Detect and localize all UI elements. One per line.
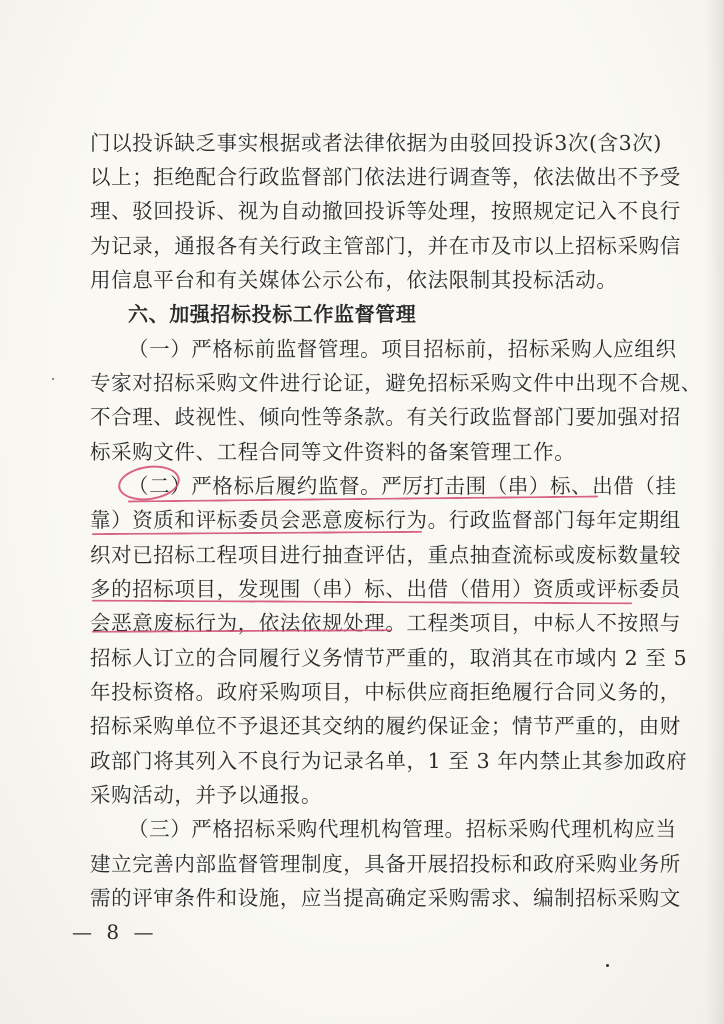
text-line: 标采购文件、工程合同等文件资料的备案管理工作。 [90, 440, 576, 464]
text-line: 年投标资格。政府采购项目，中标供应商拒绝履行合同义务的， [90, 680, 681, 704]
text-line: 为记录，通报各有关行政主管部门，并在市及市以上招标采购信 [90, 234, 681, 258]
text-line: 靠）资质和评标委员会恶意废标行为。行政监督部门每年定期组 [90, 508, 681, 532]
text-line: 以上；拒绝配合行政监督部门依法进行调查等，依法做出不予受 [90, 165, 681, 189]
text-line: （二）严格标后履约监督。严厉打击围（串）标、出借（挂 [128, 474, 677, 498]
text-line: 专家对招标采购文件进行论证，避免招标采购文件中出现不合规、 [90, 371, 702, 395]
text-line: （三）严格招标采购代理机构管理。招标采购代理机构应当 [128, 817, 677, 841]
text-line: 建立完善内部监督管理制度，具备开展招投标和政府采购业务所 [90, 852, 681, 876]
text-line: 多的招标项目，发现围（串）标、出借（借用）资质或评标委员 [90, 577, 681, 601]
scan-edge-shadow [706, 0, 724, 1024]
scan-speck [606, 964, 609, 967]
text-line: 政部门将其列入不良行为记录名单，1 至 3 年内禁止其参加政府 [90, 749, 688, 773]
text-line: 织对已招标工程项目进行抽查评估，重点抽查流标或废标数量较 [90, 543, 681, 567]
text-line: 招标采购单位不予退还其交纳的履约保证金；情节严重的，由财 [90, 714, 681, 738]
text-line: 采购活动，并予以通报。 [90, 783, 323, 807]
scan-speck [52, 378, 54, 380]
text-line: 不合理、歧视性、倾向性等条款。有关行政监督部门要加强对招 [90, 405, 681, 429]
text-line: 理、驳回投诉、视为自动撤回投诉等处理，按照规定记入不良行 [90, 199, 681, 223]
text-line: 会恶意废标行为，依法依规处理。工程类项目，中标人不按照与 [90, 611, 681, 635]
text-line: 需的评审条件和设施，应当提高确定采购需求、编制招标采购文 [90, 886, 681, 910]
text-line: 用信息平台和有关媒体公示公布，依法限制其投标活动。 [90, 268, 618, 292]
section-heading: 六、加强招标投标工作监督管理 [128, 302, 417, 326]
text-line: （一）严格标前监督管理。项目招标前，招标采购人应组织 [128, 337, 677, 361]
text-line: 门以投诉缺乏事实根据或者法律依据为由驳回投诉3次(含3次) [90, 131, 662, 155]
page-number: — 8 — [72, 920, 158, 944]
text-line: 招标人订立的合同履行义务情节严重的，取消其在市域内 2 至 5 [90, 646, 688, 670]
